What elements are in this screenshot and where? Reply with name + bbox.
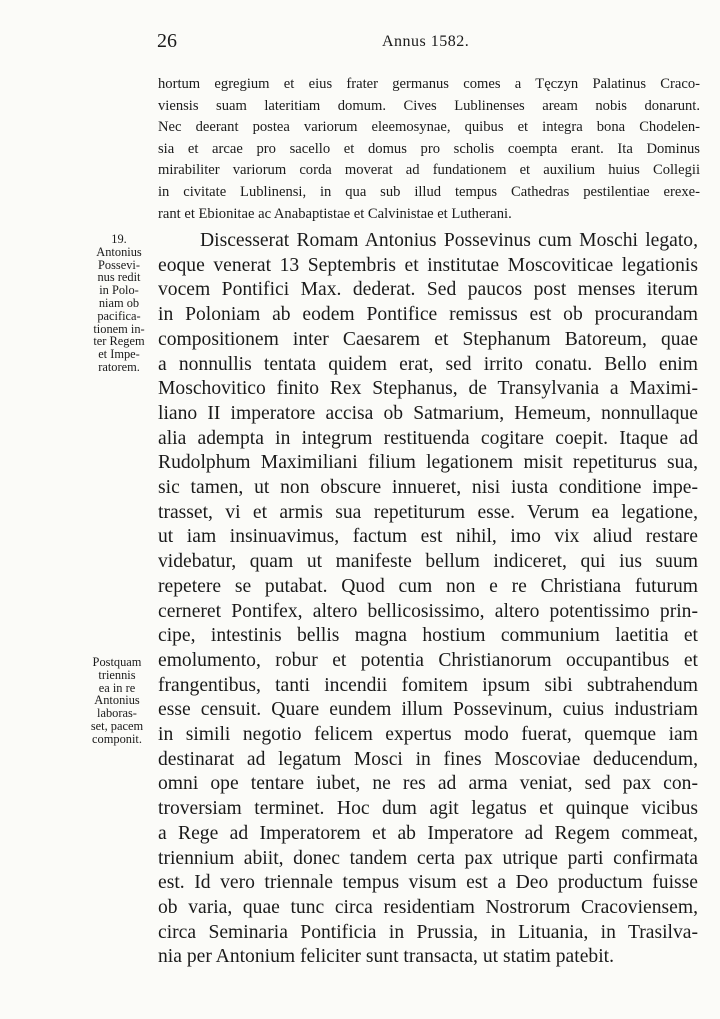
text-line: Nec deerant postea variorum eleemosynae, quibus et integra bona Chodelen- xyxy=(158,119,700,136)
text-line: repetere se putabat. Quod cum non e re Christiana futurum xyxy=(158,575,698,597)
text-line: rant et Ebionitae ac Anabaptistae et Calvinistae et Lutherani. xyxy=(158,205,512,222)
marginal-line: Possevi- xyxy=(98,257,140,272)
text-line: destinarat ad legatum Mosci in fines Moscoviae deducendum, xyxy=(158,748,698,770)
text-line: viensis suam lateritiam domum. Cives Lublinenses aream nobis donarunt. xyxy=(158,97,700,114)
marginal-note-postquam xyxy=(84,656,150,746)
text-line: Moschovitico finito Rex Stephanus, de Transylvania a Maximi- xyxy=(158,378,698,400)
marginal-line: componit. xyxy=(92,731,142,746)
text-line: ut iam insinuavimus, factum est nihil, imo vix aliud restare xyxy=(158,526,698,548)
marginal-line: tionem in- xyxy=(93,321,145,336)
text-line: circa Seminaria Pontificia in Prussia, in Lituania, in Trasilva- xyxy=(158,921,698,943)
marginal-line: ter Regem xyxy=(93,334,145,349)
text-line: sic tamen, ut non obscure innueret, nisi iusta conditione impe- xyxy=(158,477,698,499)
text-line: esse censuit. Quare eundem illum Possevinum, cuius industriam xyxy=(158,699,698,721)
text-line: nia per Antonium feliciter sunt transacta, ut statim patebit. xyxy=(158,946,614,968)
text-line: compositionem inter Caesarem et Stephanum Batoreum, quae xyxy=(158,328,698,350)
marginal-note-19 xyxy=(86,233,152,374)
marginal-line: set, pacem xyxy=(90,718,144,733)
text-line: liano II imperatore accisa ob Satmarium, Hemeum, nonnullaque xyxy=(158,402,698,424)
marginal-line: nus redit xyxy=(97,270,141,285)
text-line: Rudolphum Maximiliani filium legationem misit repetiturus sua, xyxy=(158,452,698,474)
marginal-line: Postquam xyxy=(92,655,142,669)
marginal-line: niam ob xyxy=(98,295,140,310)
page-number: 26 xyxy=(157,30,177,52)
text-line: trasset, vi et armis sua repetiturum esse. Verum ea legatione, xyxy=(158,501,698,523)
marginal-line: Antonius xyxy=(94,693,140,708)
text-line: mirabiliter variorum corda moverat ad fundationem et auxilium huius Collegii xyxy=(158,162,700,179)
marginal-line: in Polo- xyxy=(99,283,139,298)
marginal-line: et Impe- xyxy=(98,347,140,362)
text-line: vocem Pontifici Max. dederat. Sed paucos post menses iterum xyxy=(158,279,698,301)
text-line: alia adempta in integrum restituenda cogitare coepit. Itaque ad xyxy=(158,427,698,449)
text-line: in civitate Lublinensi, in qua sub illud tempus Cathedras pestilentiae erexe- xyxy=(158,183,700,200)
marginal-line: pacifica- xyxy=(97,308,141,323)
text-line: omni ope tentare iubet, ne res ad arma veniat, sed pax con- xyxy=(158,773,698,795)
text-line: Discesserat Romam Antonius Possevinus cum Moschi legato, xyxy=(200,230,698,251)
text-line: in simili negotio felicem expertus modo fuerat, quemque iam xyxy=(158,724,698,746)
marginal-line: ea in re xyxy=(98,680,136,695)
text-line: ob varia, quae tunc circa residentiam Nostrorum Cracoviensem, xyxy=(158,896,698,918)
text-line: hortum egregium et eius frater germanus comes a Tęczyn Palatinus Craco- xyxy=(158,76,700,92)
text-line: frangentibus, tanti incendii fomitem ipsum sibi subtrahendum xyxy=(158,674,698,696)
text-line: troversiam terminet. Hoc dum agit legatus et quinque vicibus xyxy=(158,798,698,820)
marginal-line: triennis xyxy=(98,667,136,682)
running-head: Annus 1582. xyxy=(382,33,470,50)
marginal-line: laboras- xyxy=(97,706,137,721)
text-line: emolumento, robur et potentia Christianorum occupantibus et xyxy=(158,649,698,671)
marginal-line: 19. xyxy=(111,232,127,246)
text-line: in Poloniam ab eodem Pontifice remissus est ob procurandam xyxy=(158,304,698,326)
main-paragraph xyxy=(158,229,698,970)
text-line: cipe, intestinis bellis magna hostium communium laetitia et xyxy=(158,625,698,647)
marginal-line: Antonius xyxy=(96,244,142,259)
text-line: cerneret Pontifex, altero bellicosissimo, altero potentissimo prin- xyxy=(158,600,698,622)
text-line: triennium abiit, donec tandem certa pax utrique parti confirmata xyxy=(158,847,698,869)
text-line: a Rege ad Imperatorem et ab Imperatore ad Regem commeat, xyxy=(158,822,698,844)
text-line: videbatur, quam ut manifeste bellum indiceret, qui ius suum xyxy=(158,551,698,573)
marginal-line: ratorem. xyxy=(98,359,140,374)
text-line: sia et arcae pro sacello et domus pro scholis coempta erant. Ita Dominus xyxy=(158,140,700,157)
text-line: a nonnullis tentata quidem erat, sed irrito conatu. Bello enim xyxy=(158,353,698,375)
continuation-paragraph xyxy=(158,74,700,225)
text-line: eoque venerat 13 Septembris et institutae Moscoviticae legationis xyxy=(158,254,698,276)
page-header xyxy=(0,30,720,56)
text-line: est. Id vero triennale tempus visum est a Deo productum fuisse xyxy=(158,872,698,894)
